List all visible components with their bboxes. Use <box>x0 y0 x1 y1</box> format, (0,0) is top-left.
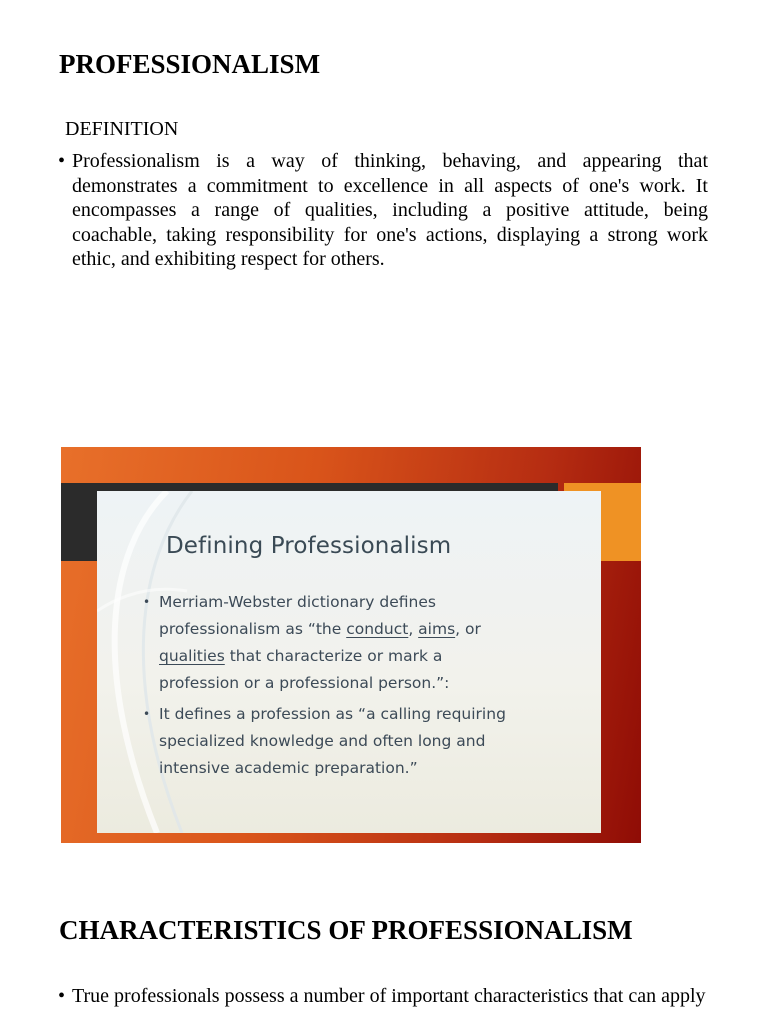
link-aims[interactable]: aims <box>418 620 456 638</box>
separator: , <box>408 620 419 638</box>
slide-bullet-2-line-2: specialized knowledge and often long and <box>159 732 486 750</box>
slide-bullet-2-line-1: It defines a profession as “a calling requiring <box>159 705 506 723</box>
characteristics-heading: CHARACTERISTICS OF PROFESSIONALISM <box>59 915 633 945</box>
link-qualities[interactable]: qualities <box>159 647 225 665</box>
definition-heading: DEFINITION <box>65 118 179 140</box>
link-conduct[interactable]: conduct <box>346 620 409 638</box>
characteristics-bullet <box>58 984 708 1009</box>
bullet-dot: • <box>58 985 66 1007</box>
slide-bullet-1-line-3-post: that characterize or mark a <box>224 647 443 665</box>
slide-bullet-dot: • <box>143 595 151 609</box>
slide-bullet-1-line-4: profession or a professional person.”: <box>159 674 450 692</box>
slide-bullet-1-line-2-pre: professionalism as “the <box>159 620 347 638</box>
slide-bullet-2-line-3: intensive academic preparation.” <box>159 759 418 777</box>
slide-bullet-1-line-3 <box>159 643 481 670</box>
characteristics-text: True professionals possess a number of important characteristics that can apply <box>72 985 706 1007</box>
page-title: PROFESSIONALISM <box>59 49 321 79</box>
slide-title: Defining Professionalism <box>166 533 452 559</box>
slide-content-panel <box>97 491 601 833</box>
definition-bullet <box>58 149 708 272</box>
slide-bullet-dot: • <box>143 707 151 721</box>
definition-text: Professionalism is a way of thinking, behaving, and appearing that demonstrates a commitment to excellence in all aspects of one's work. It encompasses a range of qualities, including a positive attitude, being coachable, taking responsibility for one's actions, displaying a strong work ethic, and exhibiting respect for others. <box>72 150 708 270</box>
slide-bullet-1-line-2 <box>159 616 481 643</box>
slide-bullet-2 <box>143 701 506 782</box>
slide-bullet-1 <box>143 589 481 697</box>
separator: , or <box>455 620 481 638</box>
slide-bullet-1-line-1: Merriam-Webster dictionary defines <box>159 593 436 611</box>
slide-image <box>61 447 641 843</box>
bullet-dot: • <box>58 150 66 172</box>
